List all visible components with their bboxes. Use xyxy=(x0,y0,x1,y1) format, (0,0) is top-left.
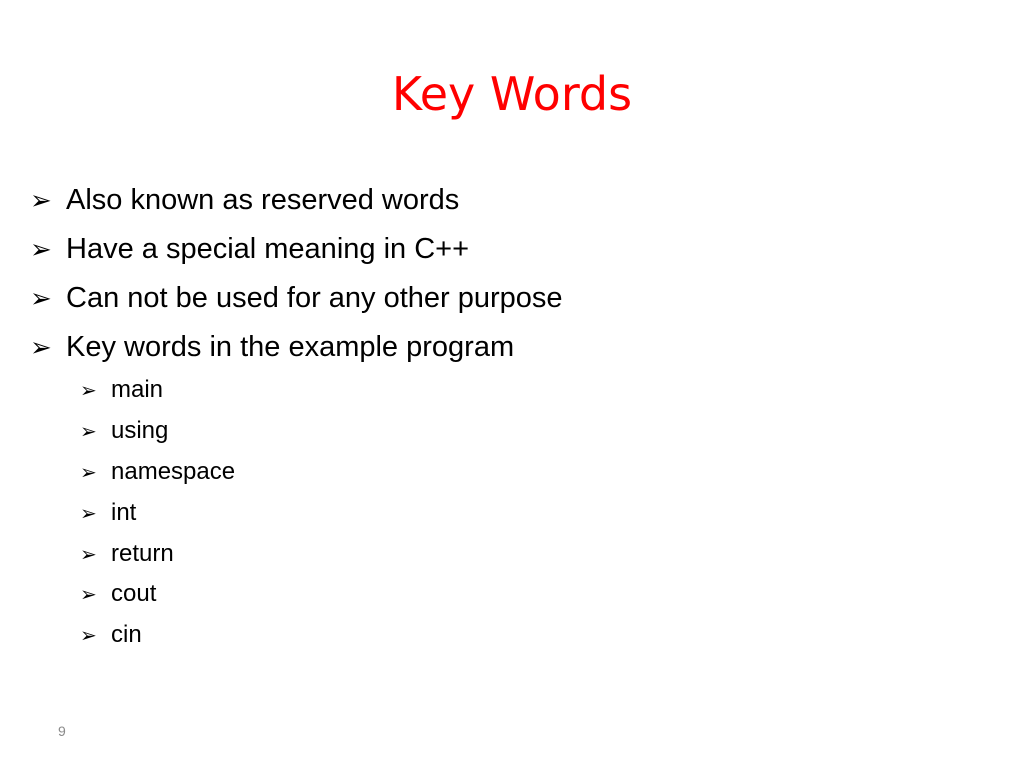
sub-bullet-text: namespace xyxy=(111,457,236,485)
sub-bullet-text: using xyxy=(111,417,169,445)
sub-bullet-item xyxy=(80,574,235,615)
bullet-text: Also known as reserved words xyxy=(66,184,460,216)
sub-bullet-text: cout xyxy=(111,580,157,608)
sub-bullet-item xyxy=(80,492,235,533)
arrow-bullet-icon: ➢ xyxy=(80,459,97,484)
sub-bullet-list xyxy=(80,370,235,656)
sub-bullet-item xyxy=(80,533,235,574)
arrow-bullet-icon: ➢ xyxy=(80,582,97,607)
sub-bullet-item xyxy=(80,615,235,656)
arrow-bullet-icon: ➢ xyxy=(30,283,52,314)
bullet-item xyxy=(30,176,990,225)
bullet-item xyxy=(30,323,990,372)
sub-bullet-item xyxy=(80,370,235,411)
bullet-item xyxy=(30,225,990,274)
bullet-item xyxy=(30,274,990,323)
bullet-text: Key words in the example program xyxy=(66,331,515,363)
sub-bullet-text: cin xyxy=(111,621,142,649)
arrow-bullet-icon: ➢ xyxy=(80,500,97,525)
sub-bullet-item xyxy=(80,411,235,452)
arrow-bullet-icon: ➢ xyxy=(30,185,52,216)
arrow-bullet-icon: ➢ xyxy=(80,623,97,648)
arrow-bullet-icon: ➢ xyxy=(80,419,97,444)
arrow-bullet-icon: ➢ xyxy=(30,332,52,363)
bullet-text: Can not be used for any other purpose xyxy=(66,282,563,314)
bullet-text: Have a special meaning in C++ xyxy=(66,233,470,265)
arrow-bullet-icon: ➢ xyxy=(80,378,97,403)
sub-bullet-text: int xyxy=(111,498,137,526)
arrow-bullet-icon: ➢ xyxy=(80,541,97,566)
arrow-bullet-icon: ➢ xyxy=(30,234,52,265)
bullet-list xyxy=(30,176,990,372)
sub-bullet-item xyxy=(80,452,235,493)
slide-title: Key Words xyxy=(391,67,633,121)
page-number: 9 xyxy=(58,723,66,739)
sub-bullet-text: main xyxy=(111,376,164,404)
sub-bullet-text: return xyxy=(111,539,174,567)
